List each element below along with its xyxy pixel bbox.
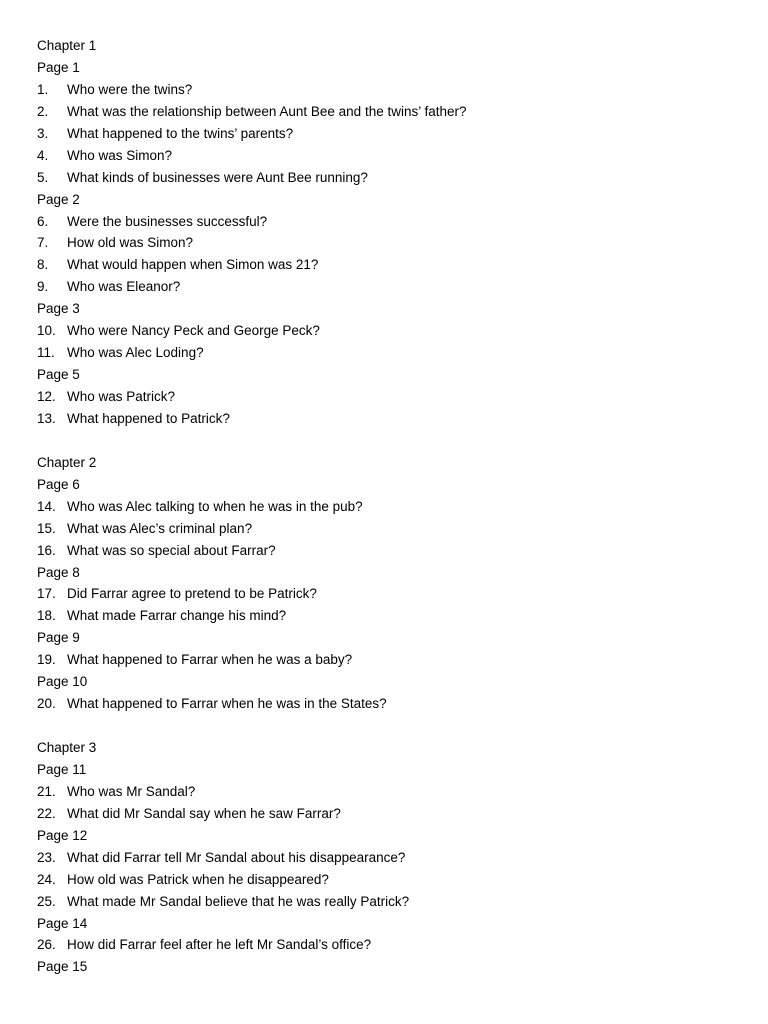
chapter-spacer bbox=[37, 715, 737, 737]
question-item bbox=[37, 123, 737, 145]
question-item bbox=[37, 869, 737, 891]
question-number: 6. bbox=[37, 213, 49, 229]
question-text: What was so special about Farrar? bbox=[67, 542, 276, 558]
chapter-section bbox=[37, 737, 737, 978]
question-text: Who were Nancy Peck and George Peck? bbox=[67, 323, 320, 339]
question-number: 3. bbox=[37, 125, 49, 141]
question-item bbox=[37, 211, 737, 233]
question-text: Who was Alec talking to when he was in the pub? bbox=[67, 498, 363, 514]
question-number: 16. bbox=[37, 542, 56, 558]
question-number: 1. bbox=[37, 81, 49, 97]
question-item bbox=[37, 276, 737, 298]
question-text: What happened to the twins’ parents? bbox=[67, 125, 294, 141]
page-label: Page 3 bbox=[37, 301, 80, 317]
question-text: Who was Simon? bbox=[67, 147, 173, 163]
question-text: How old was Simon? bbox=[67, 235, 194, 251]
page-label: Page 5 bbox=[37, 367, 80, 383]
question-item bbox=[37, 232, 737, 254]
question-item bbox=[37, 79, 737, 101]
chapter-section bbox=[37, 452, 737, 715]
question-number: 19. bbox=[37, 652, 56, 668]
question-item bbox=[37, 254, 737, 276]
question-number: 14. bbox=[37, 498, 56, 514]
question-number: 20. bbox=[37, 696, 56, 712]
chapter-heading: Chapter 3 bbox=[37, 740, 97, 755]
question-number: 5. bbox=[37, 169, 49, 185]
question-item bbox=[37, 167, 737, 189]
question-item bbox=[37, 891, 737, 913]
question-text: How old was Patrick when he disappeared? bbox=[67, 871, 329, 887]
question-text: Who was Eleanor? bbox=[67, 279, 181, 295]
question-number: 17. bbox=[37, 586, 56, 602]
question-number: 11. bbox=[37, 345, 55, 361]
question-number: 22. bbox=[37, 805, 56, 821]
question-item bbox=[37, 101, 737, 123]
question-text: Did Farrar agree to pretend to be Patrick? bbox=[67, 586, 317, 602]
page-label: Page 10 bbox=[37, 674, 88, 690]
question-text: What kinds of businesses were Aunt Bee running? bbox=[67, 169, 368, 185]
page-label: Page 6 bbox=[37, 476, 80, 492]
question-text: Who was Patrick? bbox=[67, 389, 176, 404]
question-text: Who were the twins? bbox=[67, 81, 193, 97]
question-text: Who was Mr Sandal? bbox=[67, 783, 196, 799]
question-number: 8. bbox=[37, 257, 49, 273]
question-text: What made Farrar change his mind? bbox=[67, 608, 287, 624]
question-text: What would happen when Simon was 21? bbox=[67, 257, 319, 273]
page-label: Page 11 bbox=[37, 761, 87, 777]
question-text: Were the businesses successful? bbox=[67, 213, 268, 229]
page-label: Page 12 bbox=[37, 827, 88, 843]
page-label: Page 15 bbox=[37, 959, 88, 975]
chapter-heading: Chapter 1 bbox=[37, 38, 97, 53]
question-text: Who was Alec Loding? bbox=[67, 345, 204, 361]
question-text: What happened to Patrick? bbox=[67, 410, 230, 426]
question-number: 25. bbox=[37, 893, 56, 909]
question-item bbox=[37, 583, 737, 605]
question-number: 2. bbox=[37, 103, 49, 119]
question-item bbox=[37, 693, 737, 715]
question-item bbox=[37, 518, 737, 540]
question-number: 12. bbox=[37, 389, 56, 404]
question-item bbox=[37, 847, 737, 869]
question-text: What did Farrar tell Mr Sandal about his disappearance? bbox=[67, 849, 406, 865]
question-text: What made Mr Sandal believe that he was really Patrick? bbox=[67, 893, 410, 909]
question-item bbox=[37, 408, 737, 430]
question-number: 10. bbox=[37, 323, 56, 339]
page-label: Page 2 bbox=[37, 191, 80, 207]
question-number: 15. bbox=[37, 520, 56, 536]
question-item bbox=[37, 803, 737, 825]
question-item bbox=[37, 496, 737, 518]
question-number: 21. bbox=[37, 783, 56, 799]
question-item bbox=[37, 540, 737, 562]
page-label: Page 9 bbox=[37, 630, 80, 646]
question-number: 23. bbox=[37, 849, 56, 865]
chapter-heading: Chapter 2 bbox=[37, 454, 97, 470]
question-text: What was the relationship between Aunt Bee and the twins’ father? bbox=[67, 103, 467, 119]
question-item bbox=[37, 649, 737, 671]
question-number: 4. bbox=[37, 147, 49, 163]
question-number: 9. bbox=[37, 279, 49, 295]
question-text: What happened to Farrar when he was a baby? bbox=[67, 652, 353, 668]
question-text: How did Farrar feel after he left Mr Sandal’s office? bbox=[67, 937, 372, 953]
question-item bbox=[37, 320, 737, 342]
question-item bbox=[37, 145, 737, 167]
question-text: What happened to Farrar when he was in the States? bbox=[67, 696, 387, 712]
page-label: Page 8 bbox=[37, 564, 80, 580]
page-label: Page 14 bbox=[37, 915, 88, 931]
question-number: 26. bbox=[37, 937, 56, 953]
page-label: Page 1 bbox=[37, 59, 80, 75]
question-number: 18. bbox=[37, 608, 56, 624]
question-item bbox=[37, 605, 737, 627]
chapter-section bbox=[37, 35, 737, 430]
question-item bbox=[37, 781, 737, 803]
question-item bbox=[37, 386, 737, 408]
question-number: 24. bbox=[37, 871, 56, 887]
chapter-spacer bbox=[37, 430, 737, 452]
question-number: 7. bbox=[37, 235, 49, 251]
question-text: What did Mr Sandal say when he saw Farrar? bbox=[67, 805, 341, 821]
document-page bbox=[37, 35, 737, 978]
question-item bbox=[37, 934, 737, 956]
question-item bbox=[37, 342, 737, 364]
question-text: What was Alec’s criminal plan? bbox=[67, 520, 253, 536]
question-number: 13. bbox=[37, 410, 56, 426]
